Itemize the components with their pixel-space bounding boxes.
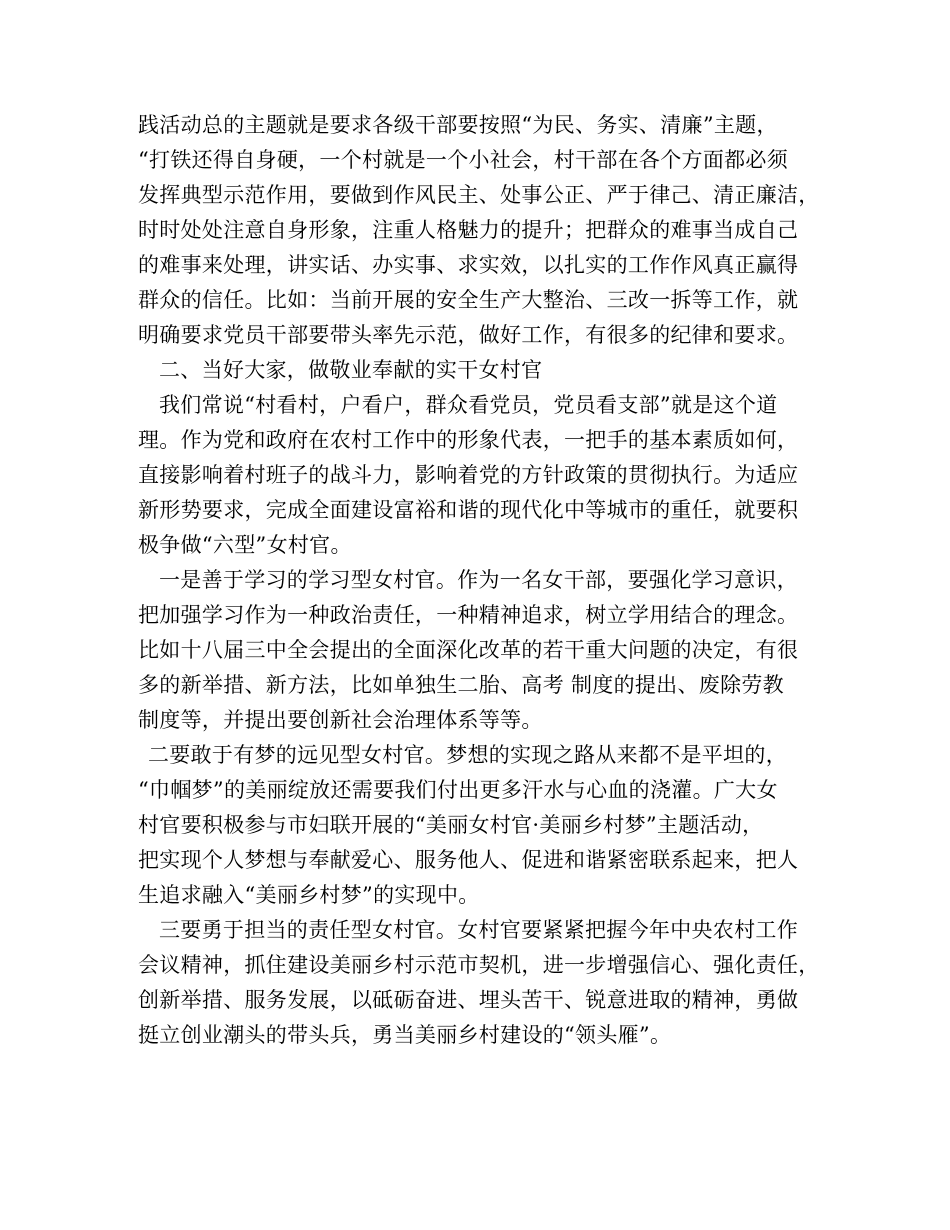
text-line: “巾帼梦”的美丽绽放还需要我们付出更多汗水与心血的浇灌。广大女 <box>138 778 778 802</box>
text-line: 明确要求党员干部要带头率先示范，做好工作，有很多的纪律和要求。 <box>138 323 799 347</box>
text-line: 的难事来处理，讲实话、办实事、求实效，以扎实的工作作风真正赢得 <box>138 253 799 277</box>
section-heading-2 <box>138 353 828 388</box>
text-line: 制度等，并提出要创新社会治理体系等等。 <box>138 708 543 732</box>
text-line: 村官要积极参与市妇联开展的“美丽女村官·美丽乡村梦”主题活动， <box>138 813 764 837</box>
paragraph-2 <box>138 388 828 563</box>
heading-line: 二、当好大家，做敬业奉献的实干女村官 <box>159 358 543 382</box>
document-body <box>138 108 828 1053</box>
text-line: 把加强学习作为一种政治责任，一种精神追求，树立学用结合的理念。 <box>138 603 799 627</box>
text-line: 发挥典型示范作用，要做到作风民主、处事公正、严于律己、清正廉洁， <box>138 183 820 207</box>
paragraph-1 <box>138 108 828 353</box>
text-line: 践活动总的主题就是要求各级干部要按照“为民、务实、清廉”主题， <box>138 113 778 137</box>
paragraph-4 <box>138 738 828 913</box>
text-line: 群众的信任。比如：当前开展的安全生产大整治、三改一拆等工作，就 <box>138 288 799 312</box>
text-line: 时时处处注意自身形象，注重人格魅力的提升；把群众的难事当成自己 <box>138 218 799 242</box>
text-line: 三要勇于担当的责任型女村官。女村官要紧紧把握今年中央农村工作 <box>159 918 798 942</box>
text-line: 创新举措、服务发展，以砥砺奋进、埋头苦干、锐意进取的精神，勇做 <box>138 988 799 1012</box>
text-line: 直接影响着村班子的战斗力，影响着党的方针政策的贯彻执行。为适应 <box>138 463 799 487</box>
text-line: 挺立创业潮头的带头兵，勇当美丽乡村建设的“领头雁”。 <box>138 1023 672 1047</box>
paragraph-3 <box>138 563 828 738</box>
text-line: 一是善于学习的学习型女村官。作为一名女干部，要强化学习意识， <box>159 568 798 592</box>
text-line: 比如十八届三中全会提出的全面深化改革的若干重大问题的决定，有很 <box>138 638 799 662</box>
text-line: 二要敢于有梦的远见型女村官。梦想的实现之路从来都不是平坦的， <box>148 743 787 767</box>
text-line: 新形势要求，完成全面建设富裕和谐的现代化中等城市的重任，就要积 <box>138 498 799 522</box>
paragraph-5 <box>138 913 828 1053</box>
text-line: 生追求融入“美丽乡村梦”的实现中。 <box>138 883 480 907</box>
text-line: 会议精神，抓住建设美丽乡村示范市契机，进一步增强信心、强化责任， <box>138 953 820 977</box>
text-line: 极争做“六型”女村官。 <box>138 533 352 557</box>
text-line: 理。作为党和政府在农村工作中的形象代表，一把手的基本素质如何， <box>138 428 799 452</box>
text-line: “打铁还得自身硬，一个村就是一个小社会，村干部在各个方面都必须 <box>138 148 789 172</box>
text-line: 我们常说“村看村，户看户，群众看党员，党员看支部”就是这个道 <box>159 393 778 417</box>
text-line: 多的新举措、新方法，比如单独生二胎、高考 制度的提出、废除劳教 <box>138 673 784 697</box>
text-line: 把实现个人梦想与奉献爱心、服务他人、促进和谐紧密联系起来，把人 <box>138 848 799 872</box>
